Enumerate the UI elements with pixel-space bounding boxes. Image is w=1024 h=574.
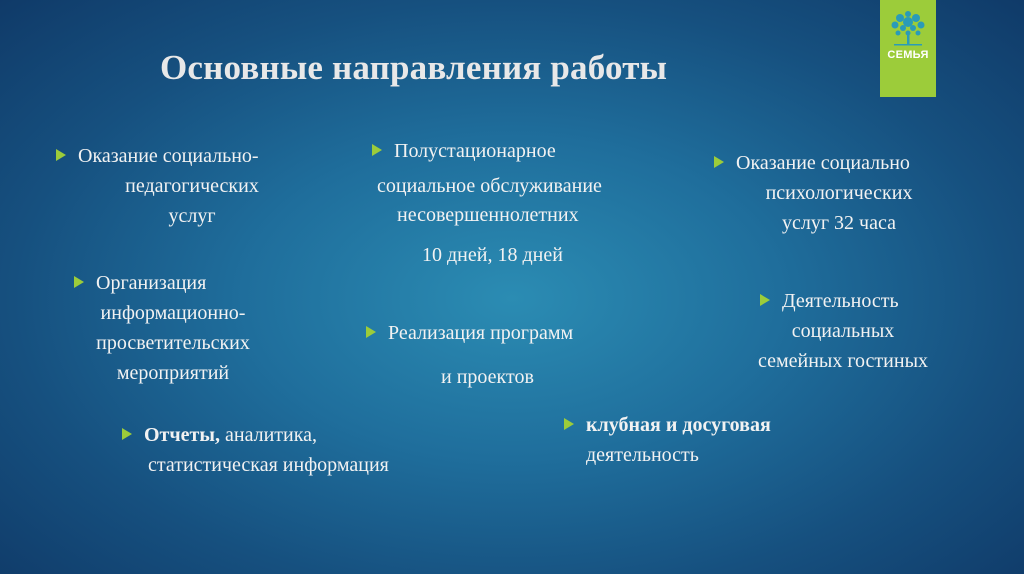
bullet-arrow-icon: [760, 294, 770, 306]
item-text: Реализация программ: [388, 322, 574, 344]
bullet-arrow-icon: [122, 428, 132, 440]
item-text: просветительских: [96, 332, 250, 354]
item-text: статистическая информация: [148, 454, 389, 476]
item-psychological: [714, 148, 954, 238]
slide-title: Основные направления работы: [160, 48, 668, 87]
bullet-arrow-icon: [372, 144, 382, 156]
item-club-leisure: [564, 410, 771, 470]
bullet-arrow-icon: [564, 418, 574, 430]
bullet-arrow-icon: [56, 149, 66, 161]
item-text: Организация: [96, 272, 207, 294]
item-text: несовершеннолетних: [397, 204, 579, 226]
item-text: Оказание социально-: [78, 145, 259, 167]
item-text: аналитика,: [219, 424, 318, 446]
item-text: информационно-: [100, 302, 246, 324]
logo-text: СЕМЬЯ: [887, 49, 929, 61]
item-text: социальное обслуживание: [377, 175, 602, 197]
item-text: Деятельность: [782, 290, 899, 312]
item-text: услуг 32 часа: [782, 212, 896, 234]
item-text: Полустационарное: [394, 140, 556, 162]
item-semi-stationary: [372, 136, 602, 266]
item-text: педагогических: [125, 175, 259, 197]
item-text: Оказание социально: [736, 152, 910, 174]
item-text-bold: Отчеты,: [144, 424, 220, 446]
item-text: услуг: [168, 205, 216, 227]
item-text: мероприятий: [116, 362, 230, 384]
item-text: психологических: [765, 182, 913, 204]
bullet-arrow-icon: [74, 276, 84, 288]
bullet-arrow-icon: [366, 326, 376, 338]
item-text: деятельность: [586, 444, 699, 466]
item-text-bold: клубная и досуговая: [586, 414, 771, 436]
item-programs: [366, 318, 574, 388]
bullet-arrow-icon: [714, 156, 724, 168]
family-logo: [880, 0, 936, 97]
item-text: и проектов: [441, 366, 534, 388]
item-text: семейных гостиных: [757, 350, 929, 372]
item-text: социальных: [791, 320, 895, 342]
item-text: 10 дней, 18 дней: [422, 244, 563, 266]
item-info-events: [74, 268, 269, 388]
item-family-lounges: [757, 286, 958, 376]
item-social-pedagogical: [56, 141, 306, 231]
item-reports: [122, 420, 389, 480]
